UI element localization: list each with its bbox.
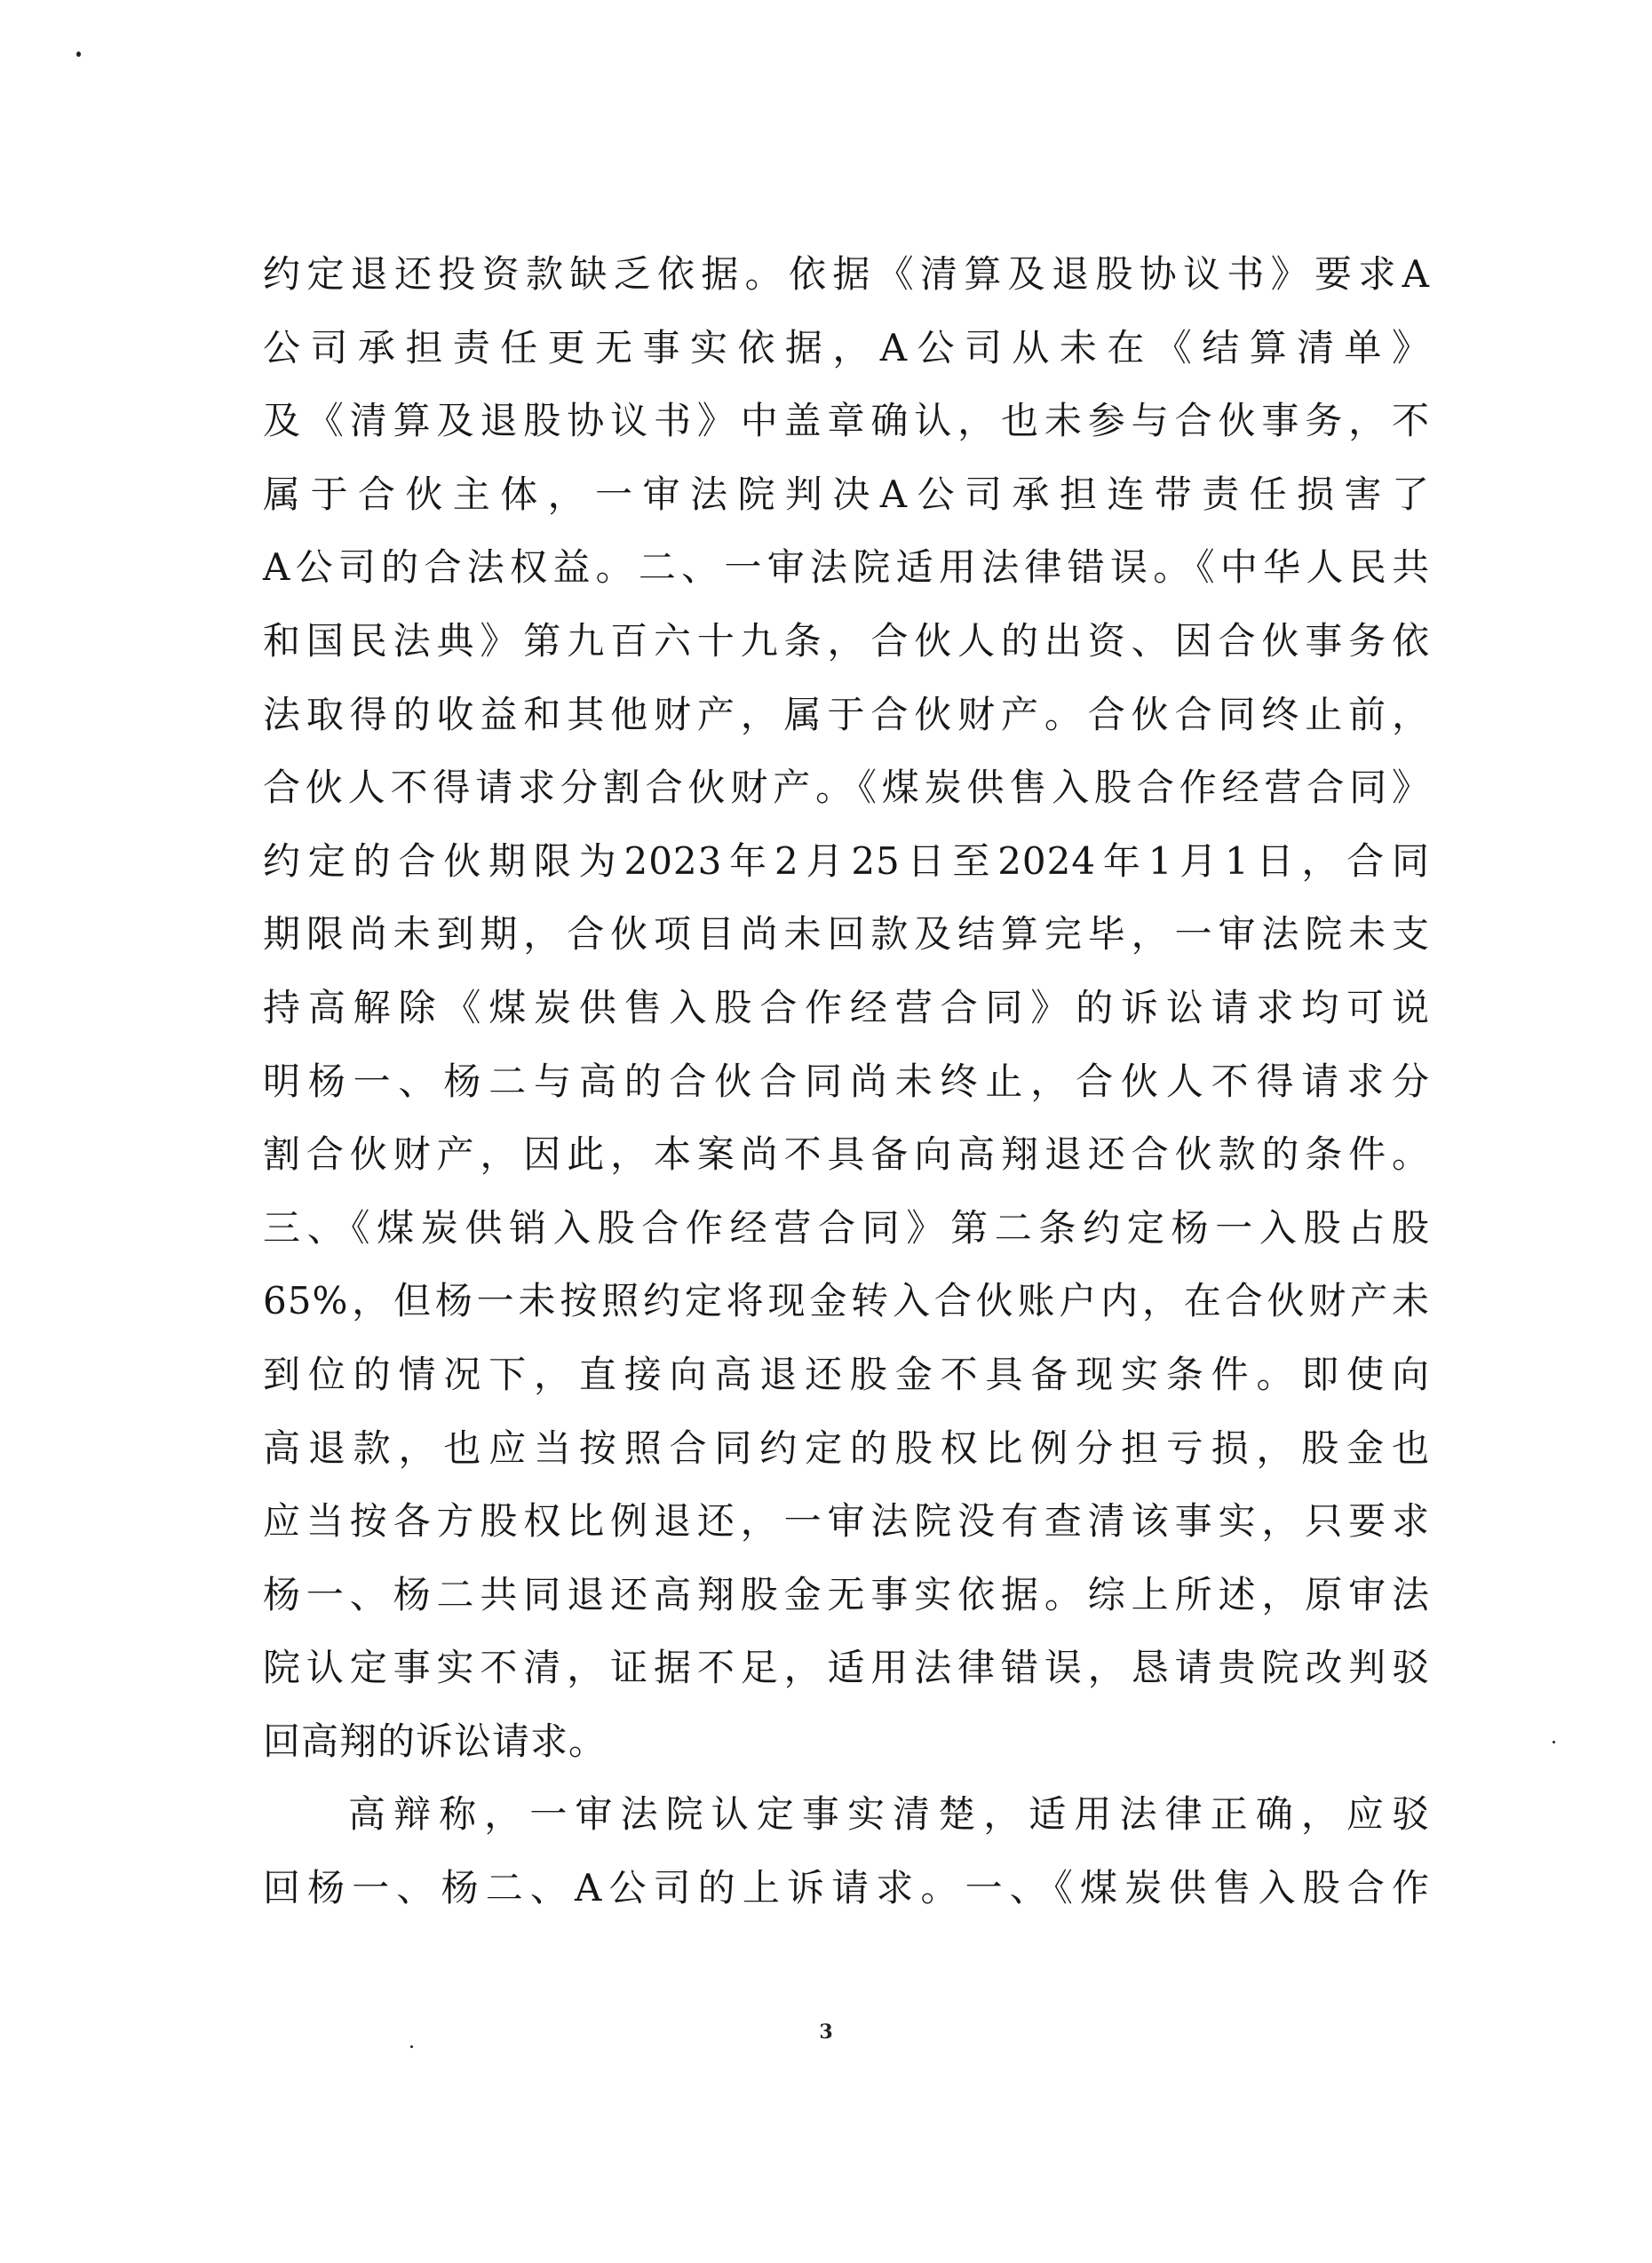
text-line: 回杨一、杨二、A公司的上诉请求。一、《煤炭供售入股合作 <box>263 1866 1430 1910</box>
page-number: 3 <box>819 2021 833 2044</box>
text-line: 期限尚未到期，合伙项目尚未回款及结算完毕，一审法院未支 <box>263 912 1430 957</box>
text-line: 约定的合伙期限为2023年2月25日至2024年1月1日，合同 <box>263 838 1430 883</box>
text-line: 及《清算及退股协议书》中盖章确认，也未参与合伙事务，不 <box>263 399 1430 443</box>
scan-speck <box>410 2045 413 2048</box>
text-line: 明杨一、杨二与高的合伙合同尚未终止，合伙人不得请求分 <box>263 1059 1430 1103</box>
text-line: 高退款，也应当按照合同约定的股权比例分担亏损，股金也 <box>263 1425 1430 1470</box>
text-line: 三、《煤炭供销入股合作经营合同》第二条约定杨一入股占股 <box>263 1205 1430 1250</box>
text-line: 约定退还投资款缺乏依据。依据《清算及退股协议书》要求A <box>263 252 1430 296</box>
text-line: 公司承担责任更无事实依据，A公司从未在《结算清单》 <box>263 325 1430 369</box>
text-line: A公司的合法权益。二、一审法院适用法律错误。《中华人民共 <box>263 545 1430 590</box>
text-line: 持高解除《煤炭供售入股合作经营合同》的诉讼请求均可说 <box>263 985 1430 1029</box>
text-line: 高辩称，一审法院认定事实清楚，适用法律正确，应驳 <box>348 1792 1430 1837</box>
text-line: 割合伙财产，因此，本案尚不具备向高翔退还合伙款的条件。 <box>263 1132 1430 1177</box>
scan-speck <box>1553 1741 1555 1743</box>
text-line: 65%，但杨一未按照约定将现金转入合伙账户内，在合伙财产未 <box>263 1279 1430 1323</box>
text-line: 杨一、杨二共同退还高翔股金无事实依据。综上所述，原审法 <box>263 1572 1430 1616</box>
text-line: 属于合伙主体，一审法院判决A公司承担连带责任损害了 <box>263 472 1430 516</box>
text-line: 合伙人不得请求分割合伙财产。《煤炭供售入股合作经营合同》 <box>263 766 1430 810</box>
scan-speck <box>76 52 81 57</box>
text-line: 回高翔的诉讼请求。 <box>263 1719 608 1763</box>
text-line: 和国民法典》第九百六十九条，合伙人的出资、因合伙事务依 <box>263 618 1430 663</box>
text-line: 法取得的收益和其他财产，属于合伙财产。合伙合同终止前， <box>263 692 1430 736</box>
text-line: 院认定事实不清，证据不足，适用法律错误，恳请贵院改判驳 <box>263 1646 1430 1690</box>
document-body <box>263 238 1430 1926</box>
text-line: 应当按各方股权比例退还，一审法院没有查清该事实，只要求 <box>263 1499 1430 1544</box>
text-line: 到位的情况下，直接向高退还股金不具备现实条件。即使向 <box>263 1352 1430 1396</box>
